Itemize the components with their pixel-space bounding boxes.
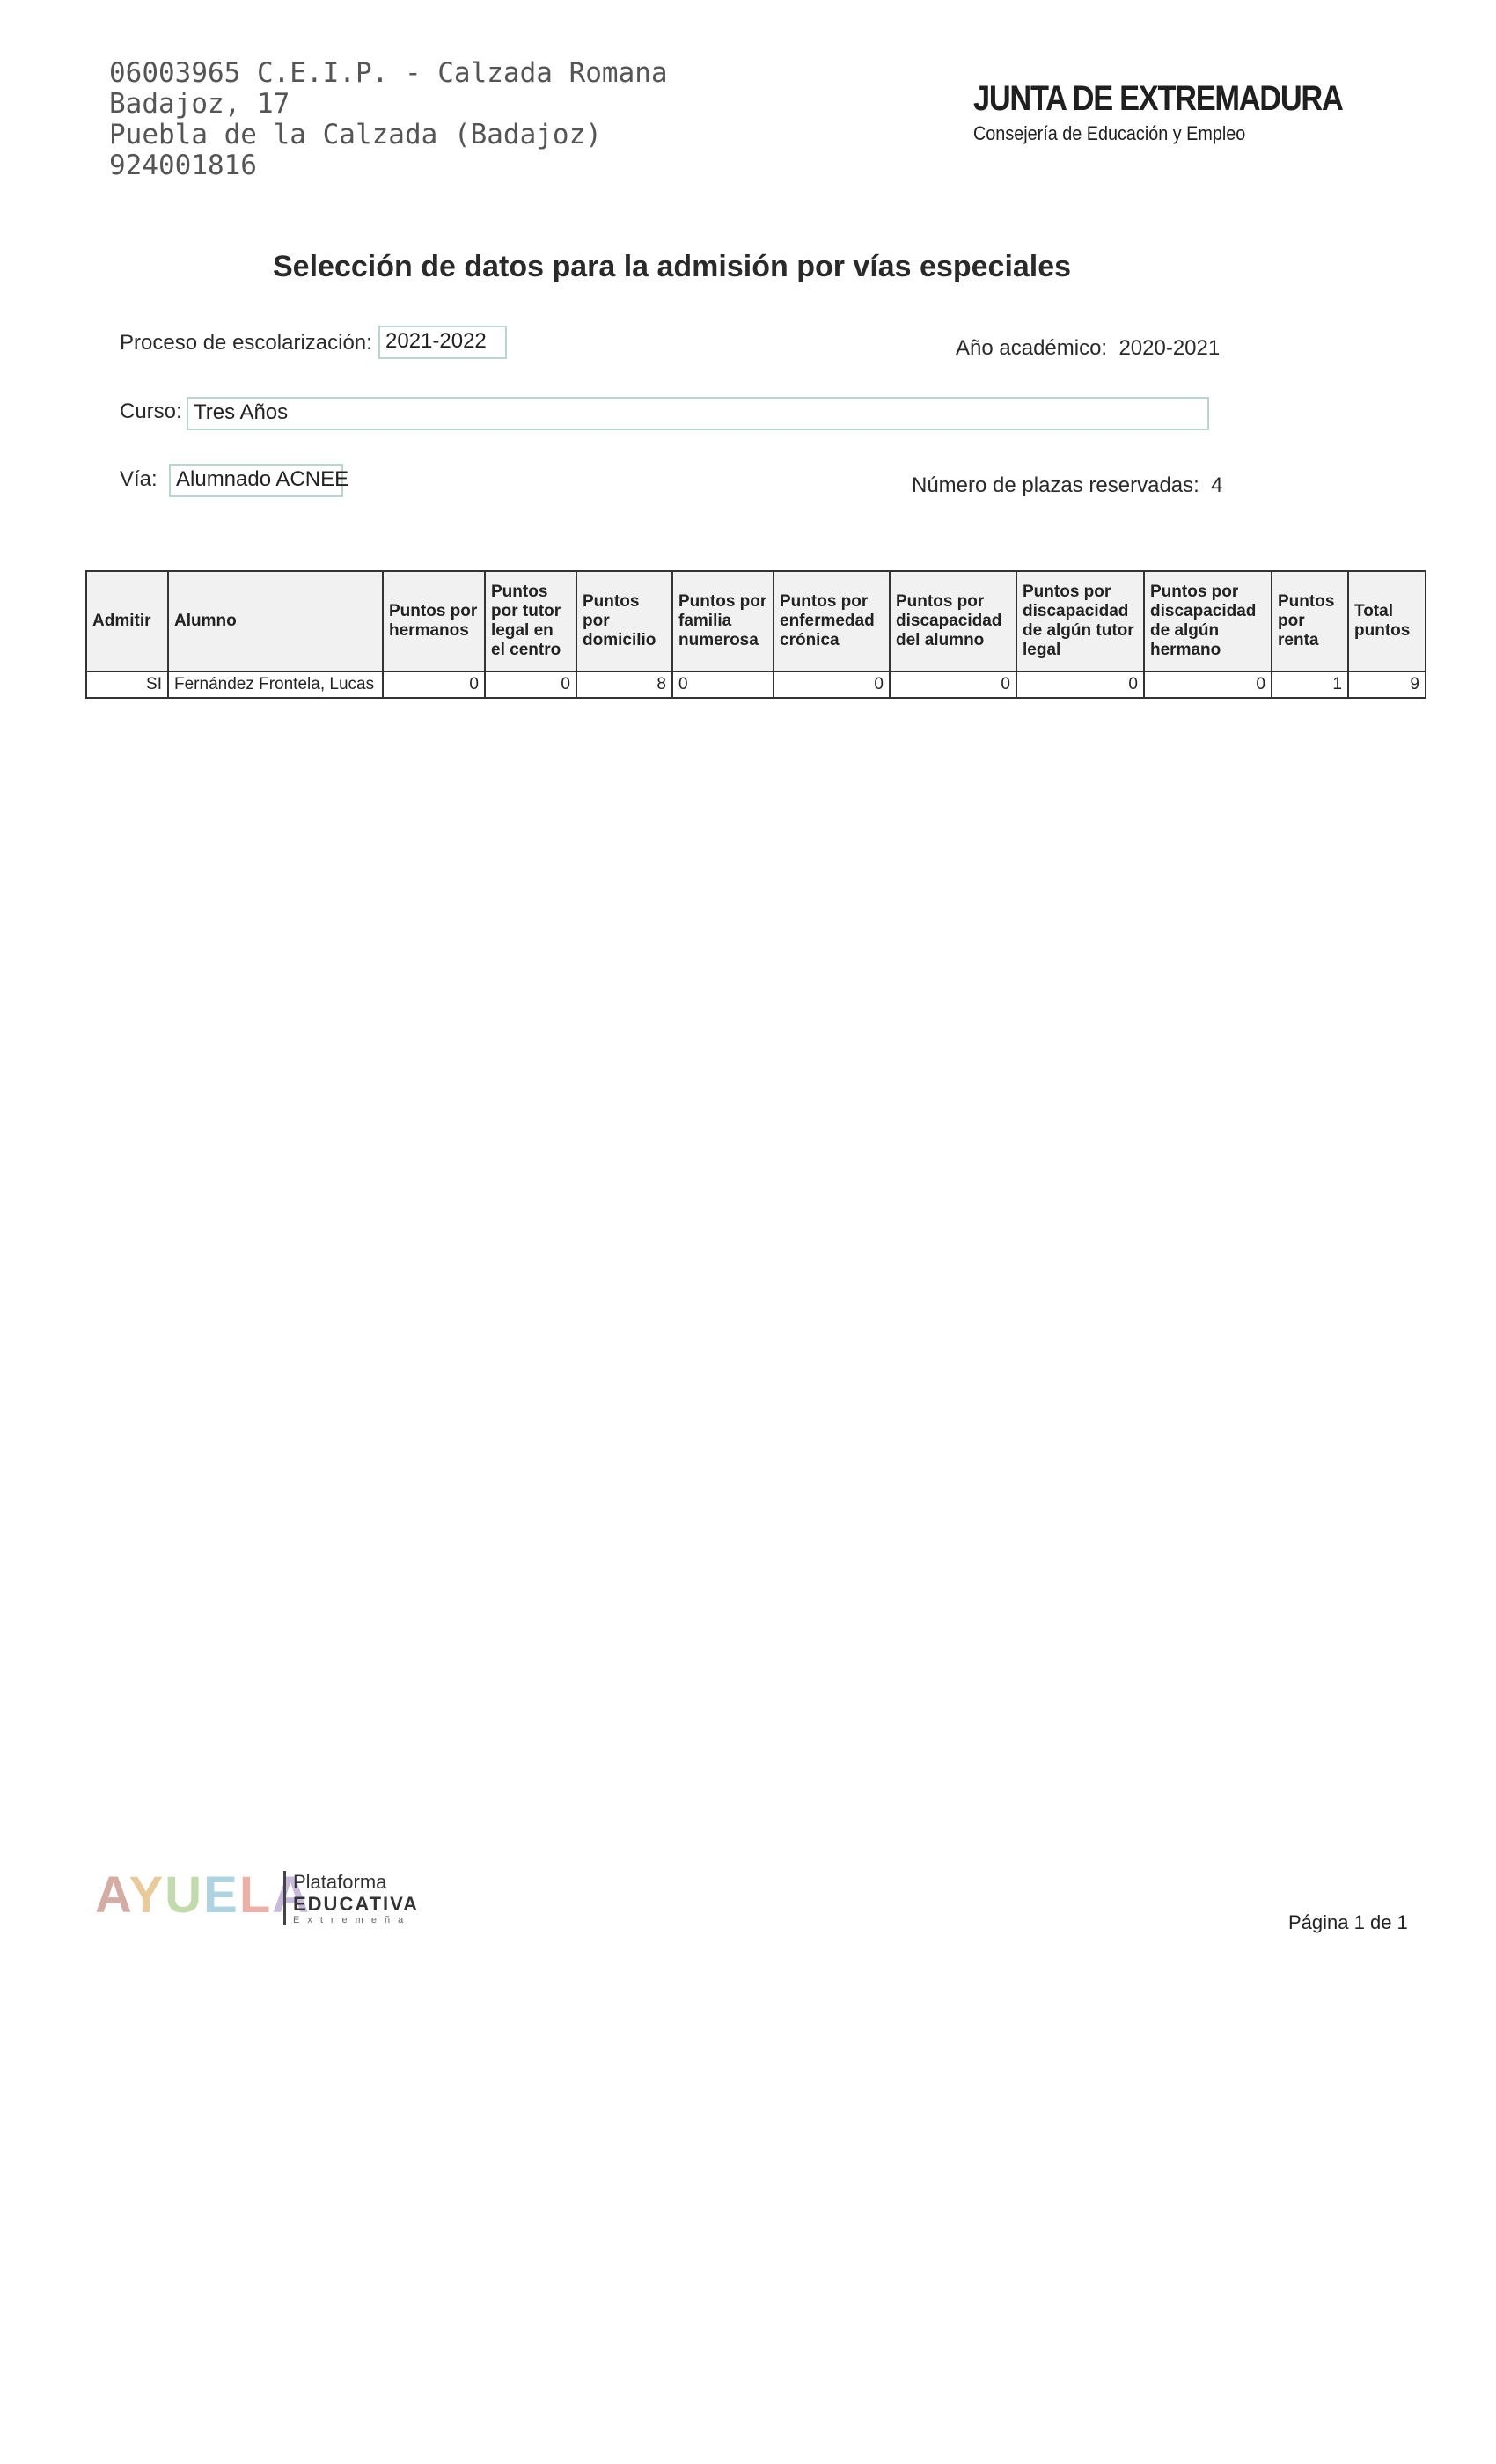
cell-discap-hermano: 0: [1144, 671, 1272, 698]
anio-academico-label: [956, 336, 1220, 361]
cell-hermanos: 0: [383, 671, 485, 698]
platform-line2: EDUCATIVA: [293, 1893, 420, 1915]
school-street: Badajoz, 17: [109, 88, 290, 120]
cell-admitir: SI: [86, 671, 168, 698]
plazas-reservadas: [912, 473, 1223, 498]
header-puntos-discap-tutor: Puntos por discapacidad de algún tutor legal: [1016, 571, 1144, 671]
cell-domicilio: 8: [576, 671, 672, 698]
proceso-label: Proceso de escolarización:: [120, 331, 372, 355]
header-puntos-discap-hermano: Puntos por discapacidad de algún hermano: [1144, 571, 1272, 671]
admission-table-wrapper: [85, 570, 1426, 699]
plazas-value: 4: [1211, 473, 1223, 497]
header-total-puntos: Total puntos: [1348, 571, 1426, 671]
header-puntos-domicilio: Puntos por domicilio: [576, 571, 672, 671]
admission-table: [85, 570, 1426, 699]
curso-label: Curso:: [120, 400, 182, 423]
cell-discap-alumno: 0: [890, 671, 1016, 698]
header-admitir: Admitir: [86, 571, 168, 671]
junta-header: [973, 79, 1403, 145]
header-puntos-familia: Puntos por familia numerosa: [672, 571, 774, 671]
school-town: Puebla de la Calzada (Badajoz): [109, 119, 602, 150]
header-puntos-hermanos: Puntos por hermanos: [383, 571, 485, 671]
via-field[interactable]: Alumnado ACNEE: [169, 464, 343, 497]
plazas-label: Número de plazas reservadas:: [912, 473, 1199, 497]
cell-renta: 1: [1272, 671, 1348, 698]
school-address-block: [109, 58, 668, 181]
page-title: Selección de datos para la admisión por vías especiales: [273, 250, 1072, 283]
logo-letter: Y: [128, 1866, 165, 1924]
school-code-name: 06003965 C.E.I.P. - Calzada Romana: [109, 57, 668, 89]
header-puntos-renta: Puntos por renta: [1272, 571, 1348, 671]
proceso-field[interactable]: 2021-2022: [378, 326, 507, 359]
ayuela-logo-text: [95, 1866, 311, 1925]
curso-field[interactable]: Tres Años: [187, 397, 1209, 430]
junta-subtitle: Consejería de Educación y Empleo: [973, 122, 1246, 144]
page-number: Página 1 de 1: [1288, 1911, 1408, 1933]
logo-letter: A: [95, 1866, 129, 1924]
cell-alumno: Fernández Frontela, Lucas: [168, 671, 383, 698]
table-header-row: [86, 571, 1426, 671]
cell-enfermedad: 0: [774, 671, 890, 698]
logo-letter: U: [165, 1866, 204, 1924]
header-puntos-discap-alumno: Puntos por discapacidad del alumno: [890, 571, 1016, 671]
header-puntos-tutor: Puntos por tutor legal en el centro: [485, 571, 576, 671]
cell-tutor: 0: [485, 671, 576, 698]
platform-line1: Plataforma: [293, 1871, 387, 1893]
anio-label-text: Año académico:: [956, 336, 1108, 360]
logo-letter: L: [238, 1866, 273, 1924]
school-phone: 924001816: [109, 150, 257, 181]
platform-label: [283, 1871, 419, 1925]
cell-total: 9: [1348, 671, 1426, 698]
via-label: Vía:: [120, 467, 158, 491]
header-alumno: Alumno: [168, 571, 383, 671]
cell-discap-tutor: 0: [1016, 671, 1144, 698]
cell-familia: 0: [672, 671, 774, 698]
ayuela-logo: [95, 1866, 429, 1936]
junta-title: JUNTA DE EXTREMADURA: [973, 79, 1343, 118]
table-row: [86, 671, 1426, 698]
logo-letter: E: [203, 1866, 239, 1924]
anio-value: 2020-2021: [1118, 336, 1221, 360]
logo-letter: A: [272, 1866, 312, 1924]
platform-line3: Extremeña: [293, 1915, 412, 1925]
header-puntos-enfermedad: Puntos por enfermedad crónica: [774, 571, 890, 671]
